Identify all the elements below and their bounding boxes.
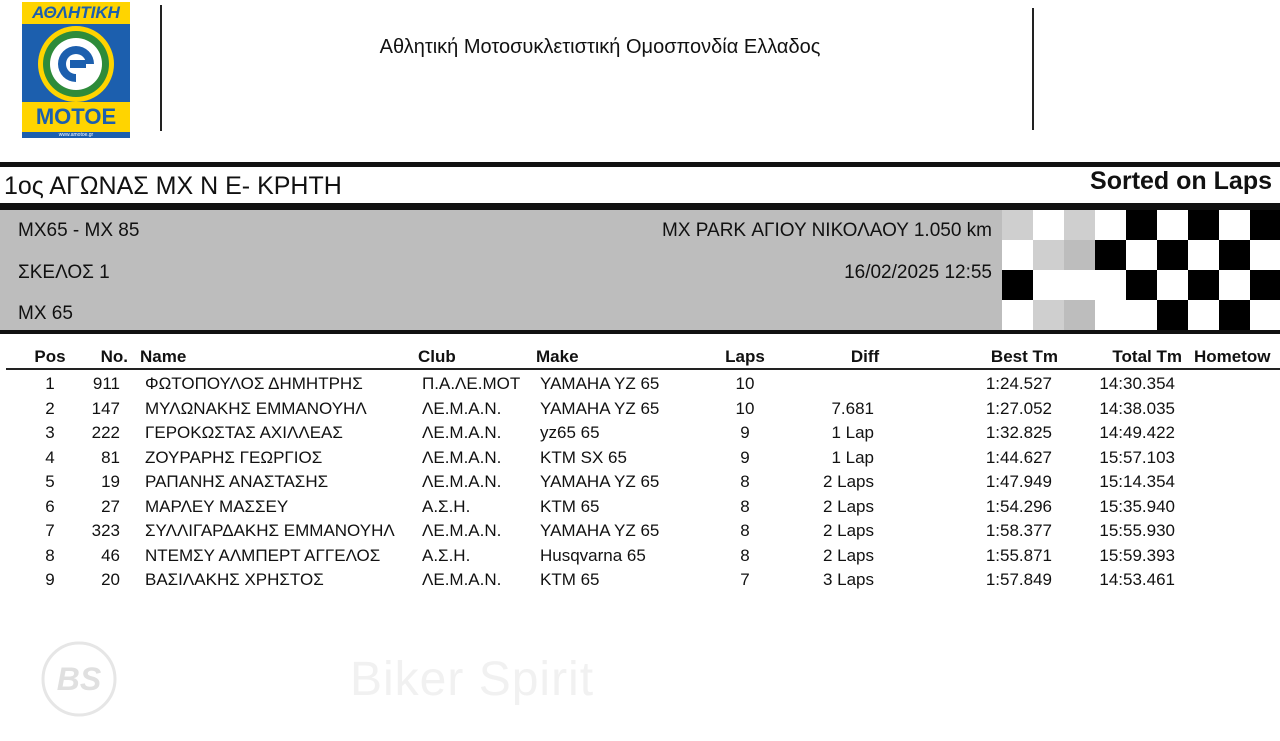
col-header-best: Best Tm	[990, 347, 1058, 366]
table-header-rule	[6, 368, 1280, 370]
cell-make: YAMAHA YZ 65	[540, 521, 660, 540]
cell-name: ΣΥΛΛΙΓΑΡΔΑΚΗΣ ΕΜΜΑΝΟΥΗΛ	[145, 521, 395, 540]
cell-total: 15:55.930	[1099, 521, 1175, 540]
cell-laps: 8	[740, 472, 750, 491]
cell-no: 323	[91, 521, 120, 540]
table-row	[0, 374, 1280, 398]
table-row	[0, 570, 1280, 594]
cell-make: YAMAHA YZ 65	[540, 374, 660, 393]
cell-best: 1:57.849	[985, 570, 1052, 589]
cell-total: 14:53.461	[1099, 570, 1175, 589]
cell-best: 1:27.052	[985, 398, 1052, 418]
cell-laps: 9	[740, 423, 750, 442]
cell-total: 15:35.940	[1099, 496, 1175, 516]
cell-name: ΖΟΥΡΑΡΗΣ ΓΕΩΡΓΙΟΣ	[145, 447, 323, 467]
cell-name: ΜΑΡΛΕΥ ΜΑΣΣΕΥ	[145, 496, 289, 516]
cell-pos: 8	[45, 545, 55, 565]
logo-top-text: ΑΘΛΗΤΙΚΗ	[22, 2, 130, 24]
cell-total: 15:14.354	[1099, 472, 1175, 491]
cell-pos: 6	[45, 496, 55, 516]
cell-total: 15:59.393	[1099, 545, 1175, 565]
cell-no: 27	[101, 496, 120, 516]
header-divider-left	[160, 5, 162, 131]
cell-name: ΝΤΕΜΣΥ ΑΛΜΠΕΡΤ ΑΓΓΕΛΟΣ	[145, 545, 381, 565]
col-header-name: Name	[140, 347, 187, 366]
track-name: MX PARK ΑΓΙΟΥ ΝΙΚΟΛΑΟΥ 1.050 km	[662, 220, 992, 241]
col-header-laps: Laps	[725, 347, 765, 366]
cell-best: 1:55.871	[985, 545, 1052, 565]
cell-total: 15:57.103	[1099, 447, 1175, 467]
title-bar-top	[0, 162, 1280, 167]
cell-make: KTM SX 65	[540, 447, 627, 467]
table-row	[0, 472, 1280, 496]
table-row	[0, 423, 1280, 447]
federation-name: Αθλητική Μοτοσυκλετιστική Ομοσπονδία Ελλαδος	[379, 36, 821, 58]
cell-club: Α.Σ.Η.	[422, 545, 471, 565]
cell-club: Α.Σ.Η.	[422, 496, 471, 516]
cell-best: 1:54.296	[985, 496, 1052, 516]
cell-club: ΛΕ.Μ.Α.Ν.	[422, 447, 502, 467]
cell-diff: 2 Laps	[822, 472, 874, 491]
cell-laps: 8	[740, 545, 750, 565]
cell-pos: 2	[45, 398, 55, 418]
table-row	[0, 448, 1280, 472]
biker-spirit-logo-icon	[30, 640, 128, 718]
cell-best: 1:47.949	[985, 472, 1052, 491]
cell-make: YAMAHA YZ 65	[540, 472, 660, 491]
cell-laps: 10	[735, 374, 755, 393]
table-row	[0, 497, 1280, 521]
cell-no: 46	[101, 545, 120, 565]
cell-total: 14:30.354	[1099, 374, 1175, 393]
cell-diff: 1 Lap	[831, 447, 874, 467]
cell-name: ΦΩΤΟΠΟΥΛΟΣ ΔΗΜΗΤΡΗΣ	[145, 374, 363, 393]
event-title: 1ος ΑΓΩΝΑΣ ΜΧ Ν Ε- ΚΡΗΤΗ	[4, 172, 342, 200]
race-datetime: 16/02/2025 12:55	[844, 262, 992, 283]
bs-mark-text: BS	[56, 661, 102, 697]
cell-best: 1:44.627	[985, 447, 1052, 467]
cell-make: KTM 65	[540, 570, 600, 589]
cell-make: KTM 65	[540, 496, 600, 516]
cell-club: ΛΕ.Μ.Α.Ν.	[422, 570, 502, 589]
col-header-total: Total Tm	[1112, 347, 1182, 366]
cell-diff: 3 Laps	[822, 570, 874, 589]
cell-total: 14:49.422	[1099, 423, 1175, 442]
cell-laps: 9	[740, 447, 750, 467]
cell-diff: 1 Lap	[831, 423, 874, 442]
cell-diff: 2 Laps	[822, 521, 874, 540]
table-row	[0, 399, 1280, 423]
federation-logo	[22, 2, 130, 138]
col-header-make: Make	[536, 347, 579, 366]
checkered-flag-icon	[1002, 210, 1280, 330]
cell-club: Π.Α.ΛΕ.ΜΟΤ	[422, 374, 521, 393]
cell-no: 81	[101, 447, 120, 467]
cell-make: YAMAHA YZ 65	[540, 398, 660, 418]
race-class: MX 65	[18, 303, 73, 324]
col-header-hometown: Hometow	[1194, 347, 1271, 366]
cell-diff: 2 Laps	[822, 496, 874, 516]
logo-wordmark: MOTOE	[22, 102, 130, 132]
race-info-panel	[0, 210, 1002, 330]
cell-name: ΜΥΛΩΝΑΚΗΣ ΕΜΜΑΝΟΥΗΛ	[145, 398, 367, 418]
cell-club: ΛΕ.Μ.Α.Ν.	[422, 398, 502, 418]
cell-name: ΓΕΡΟΚΩΣΤΑΣ ΑΧΙΛΛΕΑΣ	[145, 423, 343, 442]
cell-club: ΛΕ.Μ.Α.Ν.	[422, 472, 502, 491]
class-group: MX65 - MX 85	[18, 220, 140, 241]
cell-laps: 7	[740, 570, 750, 589]
cell-best: 1:32.825	[985, 423, 1052, 442]
title-bar-bottom	[0, 203, 1280, 210]
cell-laps: 8	[740, 496, 750, 516]
col-header-no: No.	[100, 347, 128, 366]
info-bottom-rule	[0, 330, 1280, 334]
cell-pos: 9	[45, 570, 55, 589]
sort-label: Sorted on Laps	[1090, 167, 1272, 195]
cell-name: ΡΑΠΑΝΗΣ ΑΝΑΣΤΑΣΗΣ	[145, 472, 329, 491]
logo-url: www.amotoe.gr	[58, 132, 94, 138]
col-header-diff: Diff	[850, 347, 880, 366]
cell-total: 14:38.035	[1099, 398, 1175, 418]
cell-no: 222	[91, 423, 120, 442]
logo-emblem-icon	[36, 24, 116, 104]
cell-pos: 3	[45, 423, 55, 442]
cell-diff: 2 Laps	[822, 545, 874, 565]
col-header-pos: Pos	[34, 347, 66, 366]
heat-label: ΣΚΕΛΟΣ 1	[18, 262, 110, 283]
cell-no: 911	[92, 374, 120, 393]
cell-no: 19	[101, 472, 120, 491]
cell-best: 1:58.377	[985, 521, 1052, 540]
cell-pos: 1	[45, 374, 55, 393]
cell-laps: 8	[740, 521, 750, 540]
cell-club: ΛΕ.Μ.Α.Ν.	[422, 521, 502, 540]
cell-laps: 10	[735, 398, 755, 418]
table-row	[0, 521, 1280, 545]
header-divider-right	[1032, 8, 1034, 130]
cell-make: Husqvarna 65	[540, 545, 646, 565]
cell-diff: 7.681	[831, 398, 874, 418]
cell-no: 20	[101, 570, 120, 589]
cell-make: yz65 65	[540, 423, 600, 442]
cell-best: 1:24.527	[985, 374, 1052, 393]
cell-club: ΛΕ.Μ.Α.Ν.	[422, 423, 502, 442]
cell-name: ΒΑΣΙΛΑΚΗΣ ΧΡΗΣΤΟΣ	[145, 570, 324, 589]
cell-pos: 4	[45, 447, 55, 467]
cell-pos: 5	[45, 472, 55, 491]
cell-pos: 7	[45, 521, 55, 540]
cell-no: 147	[91, 398, 120, 418]
watermark-text: Biker Spirit	[350, 653, 595, 706]
table-row	[0, 546, 1280, 570]
col-header-club: Club	[418, 347, 456, 366]
